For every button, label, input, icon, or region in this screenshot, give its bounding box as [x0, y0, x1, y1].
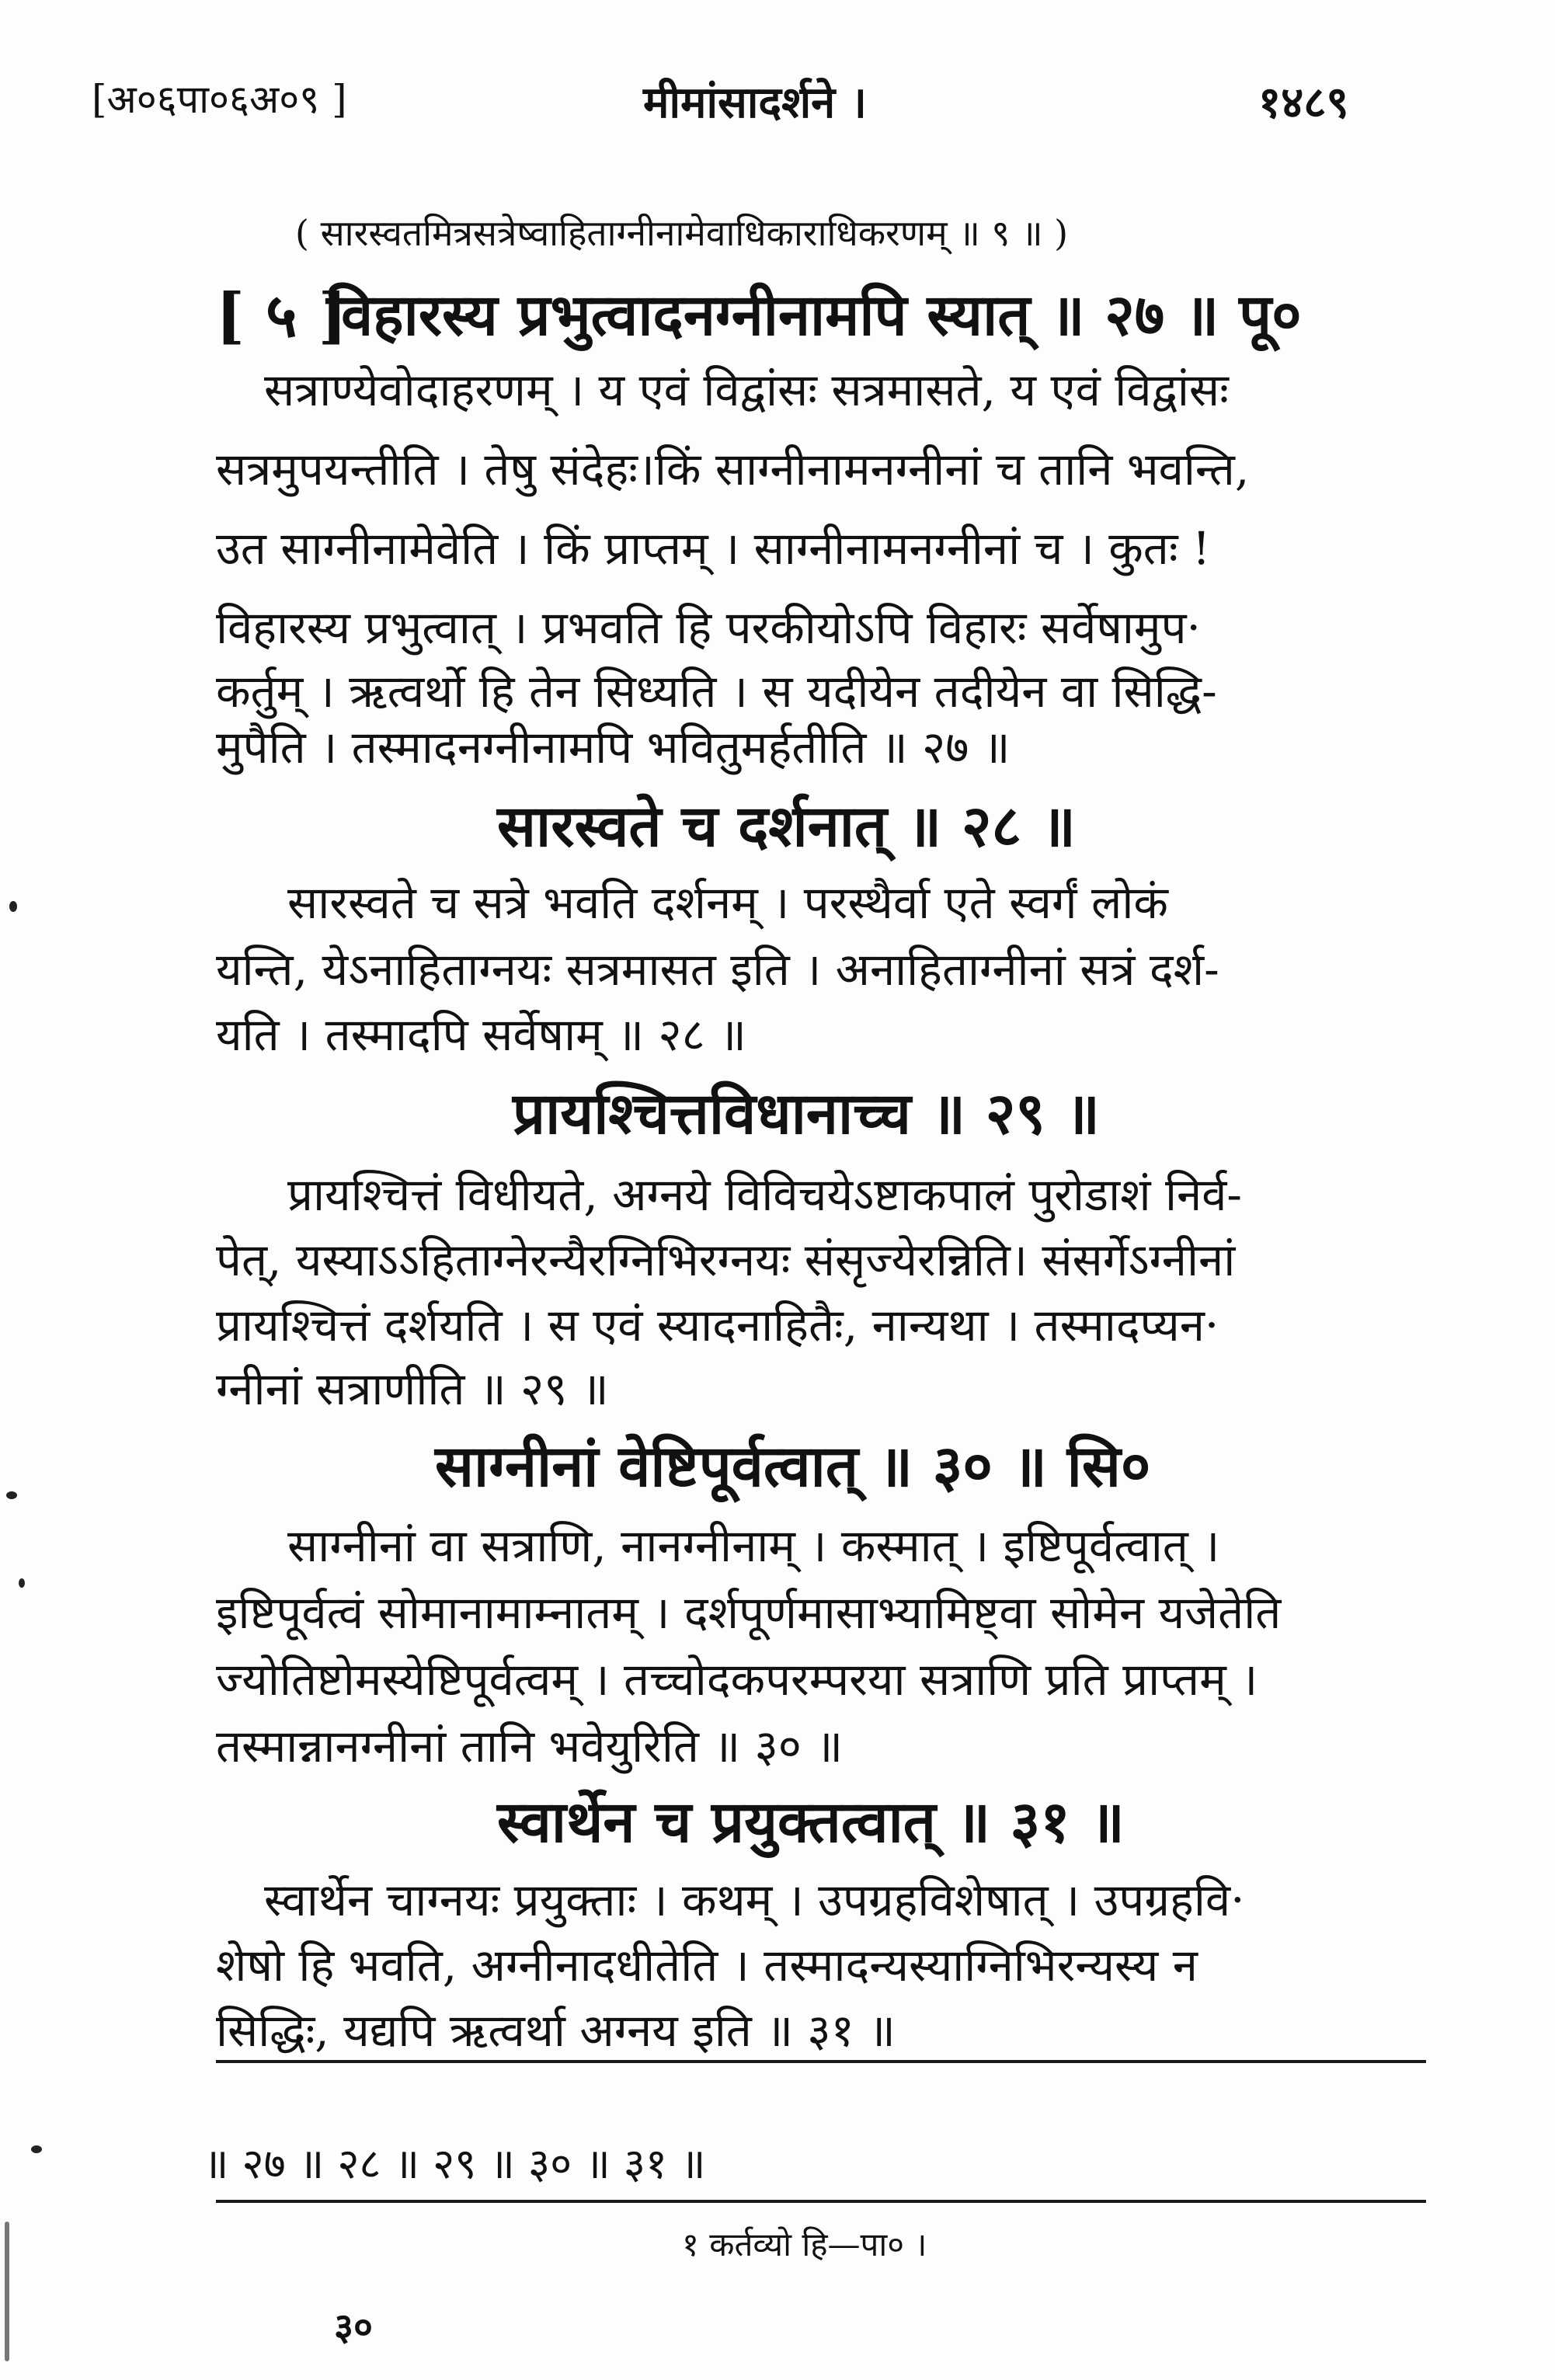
- footnote: १ कर्तव्यो हि—पा० ।: [682, 2225, 927, 2263]
- commentary-line: विहारस्य प्रभुत्वात् । प्रभवति हि परकीयोऽपि विहारः सर्वेषामुप·: [216, 601, 1201, 654]
- page-number: १४८९: [1258, 77, 1349, 128]
- commentary-line: मुपैति । तस्मादनग्नीनामपि भवितुमर्हतीति ॥ २७ ॥: [216, 721, 1011, 774]
- chapter-reference: [अ०६पा०६अ०९ ]: [92, 77, 347, 122]
- scan-speck: [9, 901, 17, 912]
- commentary-line: प्रायश्चित्तं विधीयते, अग्नये विविचयेऽष्टाकपालं पुरोडाशं निर्व-: [287, 1168, 1243, 1221]
- bottom-mark: ३०: [334, 2305, 373, 2349]
- footnote-rule: [216, 2200, 1426, 2203]
- sutra-heading: विहारस्य प्रभुत्वादनग्नीनामपि स्यात् ॥ २७ ॥ पू०: [326, 282, 1302, 349]
- scan-edge: [5, 2222, 9, 2361]
- scan-speck: [31, 2145, 42, 2153]
- separator-rule: [216, 2060, 1426, 2063]
- commentary-line: सारस्वते च सत्रे भवति दर्शनम् । परस्थैर्वा एते स्वर्गं लोकं: [287, 876, 1168, 929]
- commentary-line: प्रायश्चित्तं दर्शयति । स एवं स्यादनाहितैः, नान्यथा । तस्मादप्यन·: [216, 1299, 1219, 1352]
- commentary-line: सत्रमुपयन्तीति । तेषु संदेहः।किं साग्नीनामनग्नीनां च तानि भवन्ति,: [216, 443, 1250, 496]
- commentary-line: इष्टिपूर्वत्वं सोमानामाम्नातम् । दर्शपूर्णमासाभ्यामिष्ट्वा सोमेन यजेतेति: [216, 1586, 1282, 1639]
- adhikarana-title: ( सारस्वतमित्रसत्रेष्वाहिताग्नीनामेवाधिकाराधिकरणम् ॥ ९ ॥ ): [295, 212, 1069, 254]
- commentary-line: स्वार्थेन चाग्नयः प्रयुक्ताः । कथम् । उपग्रहविशेषात् । उपग्रहवि·: [264, 1874, 1245, 1926]
- commentary-line: साग्नीनां वा सत्राणि, नानग्नीनाम् । कस्मात् । इष्टिपूर्वत्वात् ।: [287, 1519, 1220, 1572]
- commentary-line: कर्तुम् । ऋत्वर्थो हि तेन सिध्यति । स यदीयेन तदीयेन वा सिद्धि-: [216, 665, 1217, 718]
- sutra-index: ॥ २७ ॥ २८ ॥ २९ ॥ ३० ॥ ३१ ॥: [204, 2139, 706, 2188]
- commentary-line: ज्योतिष्टोमस्येष्टिपूर्वत्वम् । तच्चोदकपरम्परया सत्राणि प्रति प्राप्तम् ।: [216, 1653, 1258, 1706]
- scan-speck: [19, 1578, 25, 1588]
- scan-speck: [6, 1491, 17, 1499]
- commentary-line: यति । तस्मादपि सर्वेषाम् ॥ २८ ॥: [216, 1008, 746, 1061]
- running-title: मीमांसादर्शने ।: [643, 77, 867, 128]
- sutra-heading: साग्नीनां वेष्टिपूर्वत्वात् ॥ ३० ॥ सि०: [435, 1433, 1151, 1500]
- commentary-line: पेत्, यस्याऽऽहिताग्नेरन्यैरग्निभिरग्नयः संसृज्येरन्निति। संसर्गेऽग्नीनां: [216, 1233, 1236, 1286]
- commentary-line: यन्ति, येऽनाहिताग्नयः सत्रमासत इति । अनाहिताग्नीनां सत्रं दर्श-: [216, 943, 1219, 996]
- sutra-heading: स्वार्थेन च प्रयुक्तत्वात् ॥ ३१ ॥: [497, 1789, 1125, 1856]
- sutra-heading: प्रायश्चित्तविधानाच्च ॥ २९ ॥: [513, 1080, 1100, 1147]
- commentary-line: ग्नीनां सत्राणीति ॥ २९ ॥: [216, 1362, 609, 1415]
- commentary-line: उत साग्नीनामेवेति । किं प्राप्तम् । साग्नीनामनग्नीनां च । कुतः !: [216, 522, 1211, 575]
- commentary-line: सत्राण्येवोदाहरणम् । य एवं विद्वांसः सत्रमासते, य एवं विद्वांसः: [264, 364, 1229, 416]
- commentary-line: तस्मान्नानग्नीनां तानि भवेयुरिति ॥ ३० ॥: [216, 1720, 844, 1773]
- section-number: [ ५ ]: [216, 280, 347, 351]
- sutra-heading: सारस्वते च दर्शनात् ॥ २८ ॥: [497, 793, 1077, 860]
- commentary-line: सिद्धिः, यद्यपि ऋत्वर्था अग्नय इति ॥ ३१ ॥: [216, 2004, 896, 2057]
- commentary-line: शेषो हि भवति, अग्नीनादधीतेति । तस्मादन्यस्याग्निभिरन्यस्य न: [216, 1939, 1198, 1992]
